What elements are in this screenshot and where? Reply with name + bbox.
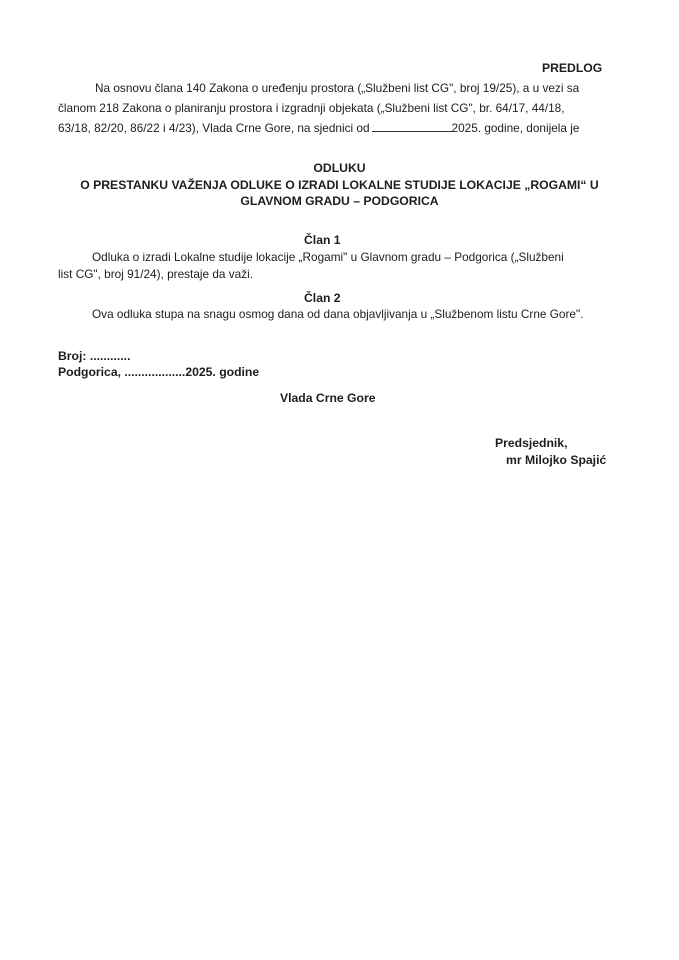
article-1-line-2: list CG", broj 91/24), prestaje da važi. — [58, 267, 253, 281]
article-2-line-1: Ova odluka stupa na snagu osmog dana od dana objavljivanja u „Službenom listu Crne Gore". — [92, 307, 584, 321]
place-and-date: Podgorica, ..................2025. godine — [58, 365, 260, 379]
proposal-label: PREDLOG — [542, 61, 603, 75]
preamble-line-1: Na osnovu člana 140 Zakona o uređenju prostora („Službeni list CG", broj 19/25), a u vezi sa — [95, 81, 580, 95]
article-2-heading: Član 2 — [304, 291, 341, 305]
preamble-line-3-start: 63/18, 82/20, 86/22 i 4/23), Vlada Crne Gore, na sjednici od — [58, 121, 370, 135]
preamble-line-3 — [58, 120, 579, 136]
preamble-line-3-end: 2025. godine, donijela je — [451, 121, 580, 135]
decision-subtitle-line-2: GLAVNOM GRADU – PODGORICA — [240, 194, 439, 208]
session-date-blank — [372, 121, 452, 132]
document-number: Broj: ............ — [58, 349, 131, 363]
signer-title: Predsjednik, — [495, 436, 568, 450]
issuing-institution: Vlada Crne Gore — [280, 391, 376, 405]
article-1-heading: Član 1 — [304, 233, 341, 247]
article-1-line-1: Odluka o izradi Lokalne studije lokacije „Rogami" u Glavnom gradu – Podgorica („Službeni — [92, 250, 564, 264]
decision-title: ODLUKU — [313, 161, 366, 175]
preamble-line-2: članom 218 Zakona o planiranju prostora i izgradnji objekata („Službeni list CG", br. 64/17, 44/18, — [58, 101, 565, 115]
signer-name: mr Milojko Spajić — [506, 453, 607, 467]
decision-subtitle-line-1: O PRESTANKU VAŽENJA ODLUKE O IZRADI LOKALNE STUDIJE LOKACIJE „ROGAMI“ U — [80, 178, 599, 192]
